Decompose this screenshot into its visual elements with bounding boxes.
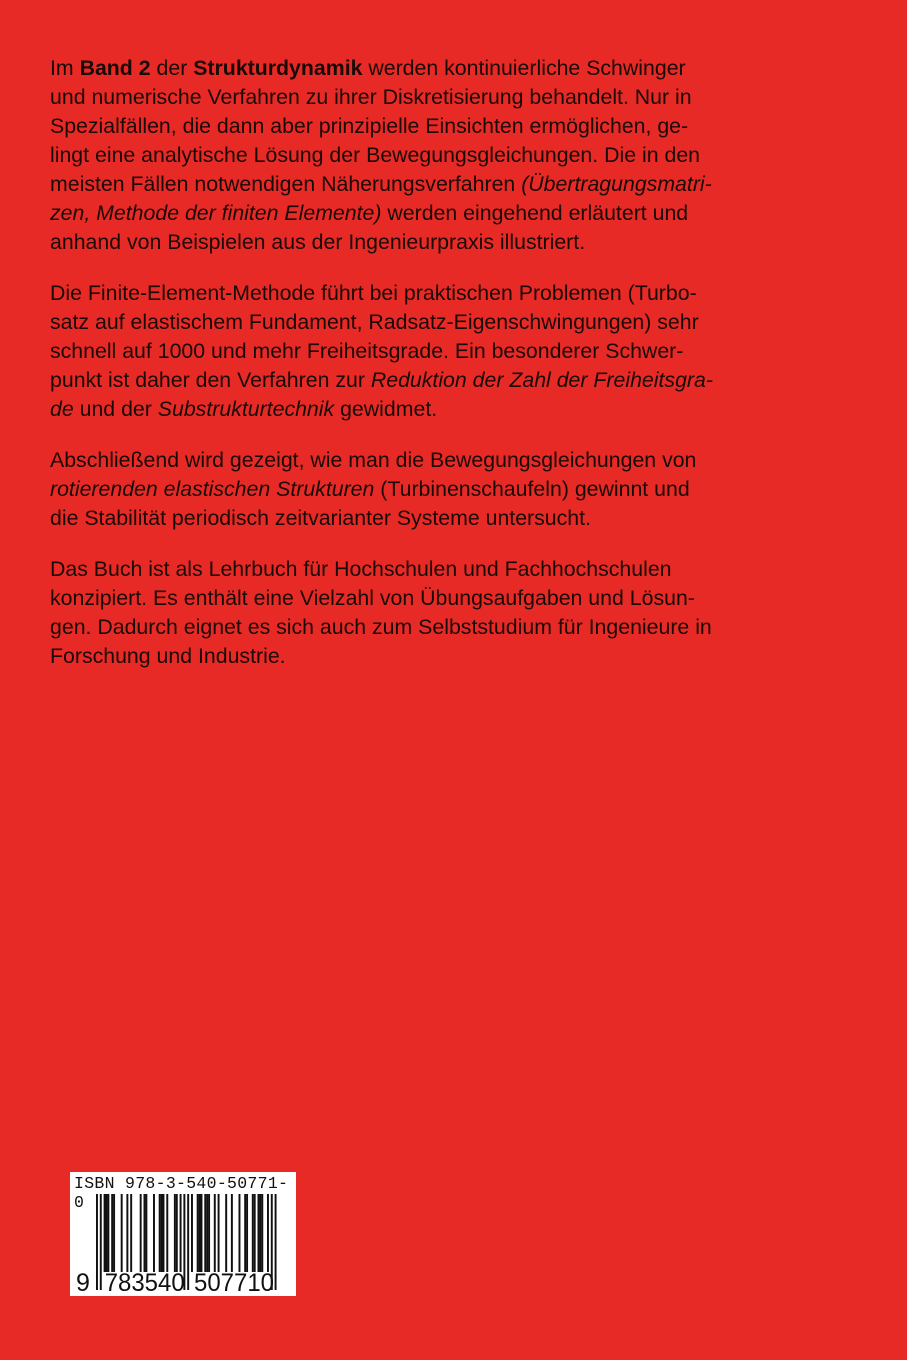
barcode-bar bbox=[261, 1194, 263, 1272]
barcode-bar bbox=[258, 1194, 260, 1272]
back-cover-blurb bbox=[50, 54, 870, 693]
text-line bbox=[50, 279, 870, 308]
text-line bbox=[50, 504, 870, 533]
italic-text: rotierenden elastischen Strukturen bbox=[50, 477, 375, 501]
barcode-bar bbox=[214, 1194, 216, 1272]
text-line bbox=[50, 337, 870, 366]
text: Forschung und Industrie. bbox=[50, 644, 286, 668]
text-line bbox=[50, 475, 870, 504]
italic-text: zen, Methode der finiten Elemente) bbox=[50, 201, 382, 225]
barcode-bar bbox=[267, 1194, 269, 1272]
barcode-digits: 783540 bbox=[104, 1269, 185, 1296]
barcode-bar bbox=[153, 1194, 155, 1272]
barcode-bar bbox=[159, 1194, 161, 1272]
text-line bbox=[50, 228, 870, 257]
barcode-bar bbox=[111, 1194, 113, 1272]
barcode-bars bbox=[70, 1172, 296, 1296]
barcode-bar bbox=[231, 1194, 233, 1272]
text-line bbox=[50, 613, 870, 642]
text: Die Finite-Element-Methode führt bei praktischen Problemen (Turbo- bbox=[50, 281, 697, 305]
text: punkt ist daher den Verfahren zur bbox=[50, 368, 371, 392]
barcode-bar bbox=[191, 1194, 193, 1272]
text: Im bbox=[50, 56, 80, 80]
text-line bbox=[50, 446, 870, 475]
barcode-bar bbox=[107, 1194, 109, 1272]
text-line bbox=[50, 366, 870, 395]
barcode-bar bbox=[246, 1194, 248, 1272]
text: konzipiert. Es enthält eine Vielzahl von Übungsaufgaben und Lösun- bbox=[50, 586, 695, 610]
barcode-bar bbox=[96, 1194, 98, 1290]
text-line bbox=[50, 584, 870, 613]
barcode-bar bbox=[254, 1194, 256, 1272]
text: meisten Fällen notwendigen Näherungsverfahren bbox=[50, 172, 522, 196]
barcode-bar bbox=[197, 1194, 199, 1272]
barcode-bar bbox=[204, 1194, 206, 1272]
text: werden eingehend erläutert und bbox=[381, 201, 689, 225]
barcode-bar bbox=[121, 1194, 123, 1272]
barcode-bar bbox=[252, 1194, 254, 1272]
isbn-label: ISBN 978-3-540-50771-0 bbox=[74, 1174, 289, 1212]
text: anhand von Beispielen aus der Ingenieurpraxis illustriert. bbox=[50, 230, 586, 254]
text: Spezialfällen, die dann aber prinzipielle Einsichten ermöglichen, ge- bbox=[50, 114, 689, 138]
paragraph bbox=[50, 279, 870, 424]
italic-text: Reduktion der Zahl der Freiheitsgra- bbox=[370, 368, 713, 392]
barcode-bar bbox=[145, 1194, 147, 1272]
barcode-bar bbox=[161, 1194, 163, 1272]
text-line bbox=[50, 555, 870, 584]
text: satz auf elastischem Fundament, Radsatz-Eigenschwingungen) sehr bbox=[50, 310, 699, 334]
paragraph bbox=[50, 54, 870, 257]
text-line bbox=[50, 141, 870, 170]
bold-text: Strukturdynamik bbox=[193, 56, 363, 80]
barcode-bar bbox=[239, 1194, 241, 1272]
text-line bbox=[50, 642, 870, 671]
paragraph bbox=[50, 446, 870, 533]
barcode-bar bbox=[244, 1194, 246, 1272]
text: die Stabilität periodisch zeitvarianter Systeme untersucht. bbox=[50, 506, 591, 530]
paragraph bbox=[50, 555, 870, 671]
barcode-bar bbox=[275, 1194, 277, 1290]
barcode-bar bbox=[174, 1194, 176, 1272]
barcode-bar bbox=[218, 1194, 220, 1272]
text-line bbox=[50, 170, 870, 199]
barcode-bar bbox=[126, 1194, 128, 1272]
text: lingt eine analytische Lösung der Bewegungsgleichungen. Die in den bbox=[50, 143, 701, 167]
text: Abschließend wird gezeigt, wie man die Bewegungsgleichungen von bbox=[50, 448, 697, 472]
text-line bbox=[50, 54, 870, 83]
barcode-bar bbox=[163, 1194, 165, 1272]
text: und numerische Verfahren zu ihrer Diskretisierung behandelt. Nur in bbox=[50, 85, 692, 109]
barcode-bar bbox=[206, 1194, 208, 1272]
isbn-barcode bbox=[70, 1172, 296, 1296]
barcode-digits: 507710 bbox=[194, 1269, 274, 1296]
barcode-bar bbox=[176, 1194, 178, 1272]
text: gen. Dadurch eignet es sich auch zum Selbststudium für Ingenieure in bbox=[50, 615, 712, 639]
text: (Turbinenschaufeln) gewinnt und bbox=[374, 477, 690, 501]
bold-text: Band 2 bbox=[79, 56, 151, 80]
barcode-bar bbox=[106, 1194, 108, 1272]
text: werden kontinuierliche Schwinger bbox=[362, 56, 686, 80]
text-line bbox=[50, 112, 870, 141]
barcode-bar bbox=[187, 1194, 189, 1290]
barcode-bar bbox=[199, 1194, 201, 1272]
italic-text: Substrukturtechnik bbox=[157, 397, 335, 421]
text-line bbox=[50, 395, 870, 424]
text-line bbox=[50, 308, 870, 337]
italic-text: de bbox=[50, 397, 74, 421]
barcode-bar bbox=[180, 1194, 182, 1272]
barcode-bar bbox=[140, 1194, 142, 1272]
barcode-digits: 9 bbox=[76, 1269, 90, 1296]
text-line bbox=[50, 199, 870, 228]
barcode-bar bbox=[225, 1194, 227, 1272]
barcode-bar bbox=[130, 1194, 132, 1272]
barcode-bar bbox=[259, 1194, 261, 1272]
text-line bbox=[50, 83, 870, 112]
barcode-bar bbox=[104, 1194, 106, 1272]
barcode-bar bbox=[208, 1194, 210, 1272]
text: und der bbox=[73, 397, 158, 421]
barcode-bar bbox=[100, 1194, 102, 1290]
italic-text: (Übertragungsmatri- bbox=[521, 172, 712, 196]
barcode-bar bbox=[144, 1194, 146, 1272]
barcode-bar bbox=[166, 1194, 168, 1272]
text: gewidmet. bbox=[334, 397, 438, 421]
text: Das Buch ist als Lehrbuch für Hochschulen und Fachhochschulen bbox=[50, 557, 672, 581]
text: schnell auf 1000 und mehr Freiheitsgrade. Ein besonderer Schwer- bbox=[50, 339, 684, 363]
barcode-bar bbox=[113, 1194, 115, 1272]
text: der bbox=[150, 56, 194, 80]
barcode-bar bbox=[201, 1194, 203, 1272]
